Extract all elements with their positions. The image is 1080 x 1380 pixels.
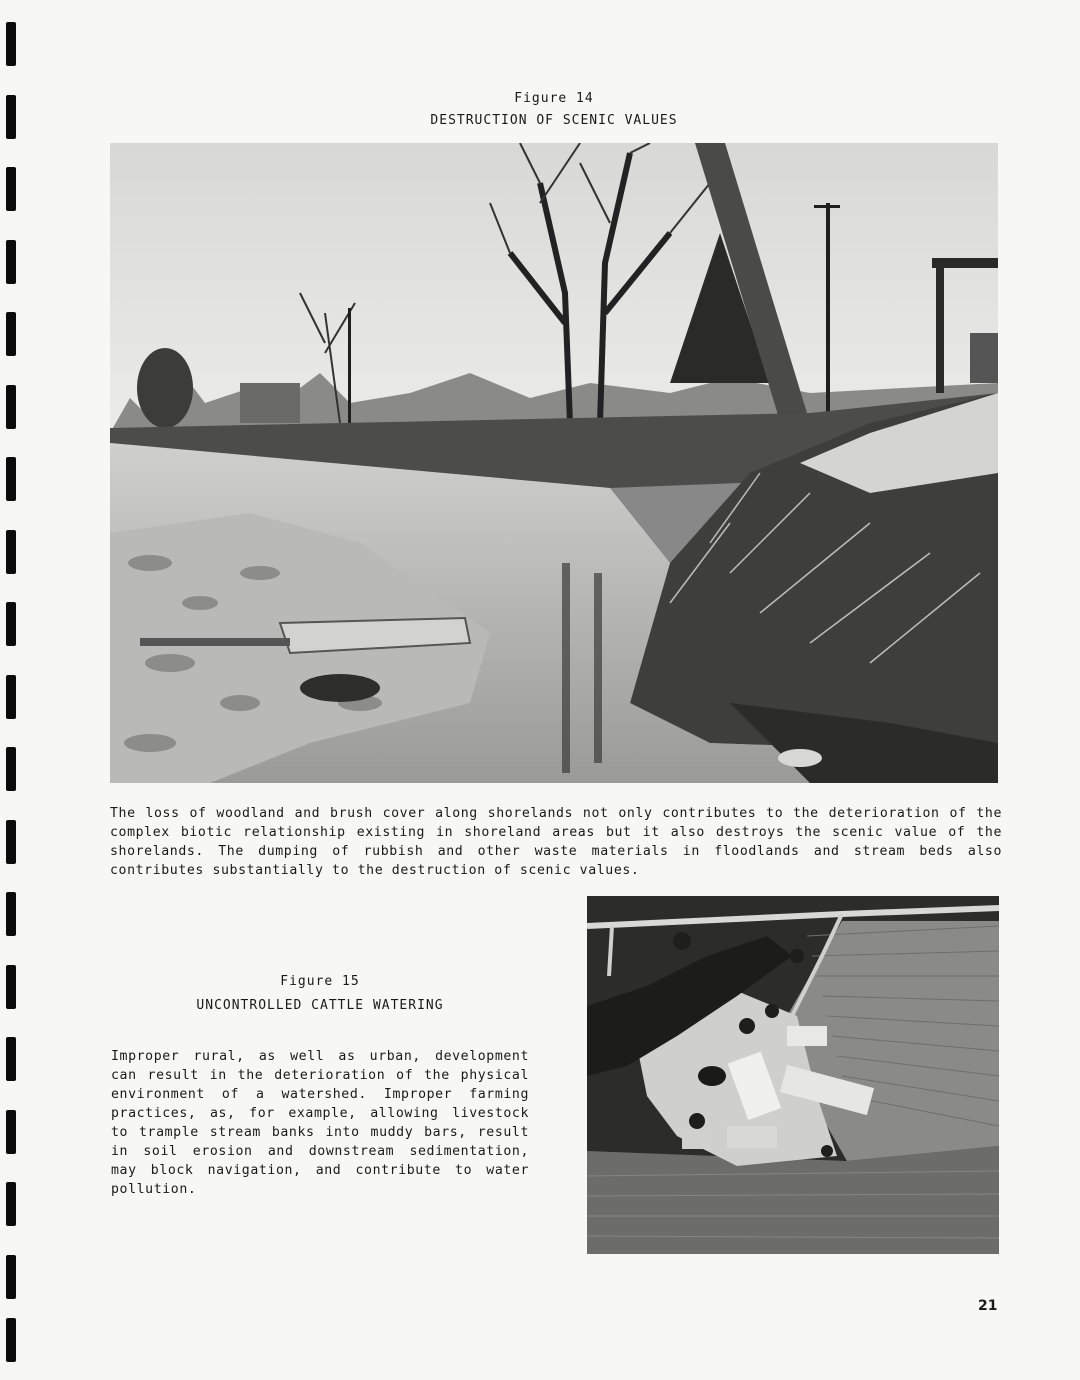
- binding-hole: [6, 240, 16, 284]
- page-number: 21: [978, 1298, 998, 1314]
- binding-hole: [6, 892, 16, 936]
- binding-hole: [6, 95, 16, 139]
- figure-14-description: The loss of woodland and brush cover along shorelands not only contributes to the deterioration of the complex biotic relationship existing in shoreland areas but it also destroys the scenic value of the shorelands. The dumping of rubbish and other waste materials in floodlands and stream beds also contributes substantially to the destruction of scenic values.: [110, 806, 1002, 878]
- figure-15-title: UNCONTROLLED CATTLE WATERING: [196, 998, 444, 1013]
- figure-14-photo: [110, 143, 998, 783]
- figure-15-label: Figure 15: [280, 974, 360, 989]
- binding-hole: [6, 1255, 16, 1299]
- binding-hole: [6, 602, 16, 646]
- binding-hole: [6, 530, 16, 574]
- figure-14-label: Figure 14: [514, 91, 594, 106]
- binding-hole: [6, 167, 16, 211]
- binding-hole: [6, 1110, 16, 1154]
- binding-hole: [6, 820, 16, 864]
- binding-hole: [6, 22, 16, 66]
- aerial-farm-photo-icon: [587, 896, 999, 1254]
- binding-hole: [6, 457, 16, 501]
- binding-hole: [6, 312, 16, 356]
- binding-hole: [6, 965, 16, 1009]
- figure-15-description: Improper rural, as well as urban, development can result in the deterioration of the physical environment of a watershed. Improper farming practices, as, for example, allowing livestock to trample stream banks into muddy bars, result in soil erosion and downstream sedimentation, may block navigation, and contribute to water pollution.: [111, 1049, 529, 1197]
- stream-bank-photo-icon: [110, 143, 998, 783]
- figure-15-photo: [587, 896, 999, 1254]
- binding-hole: [6, 1182, 16, 1226]
- binding-hole: [6, 747, 16, 791]
- binding-hole: [6, 385, 16, 429]
- binding-holes: [0, 0, 30, 1380]
- binding-hole: [6, 1318, 16, 1362]
- binding-hole: [6, 1037, 16, 1081]
- binding-hole: [6, 675, 16, 719]
- figure-14-title: DESTRUCTION OF SCENIC VALUES: [430, 113, 678, 128]
